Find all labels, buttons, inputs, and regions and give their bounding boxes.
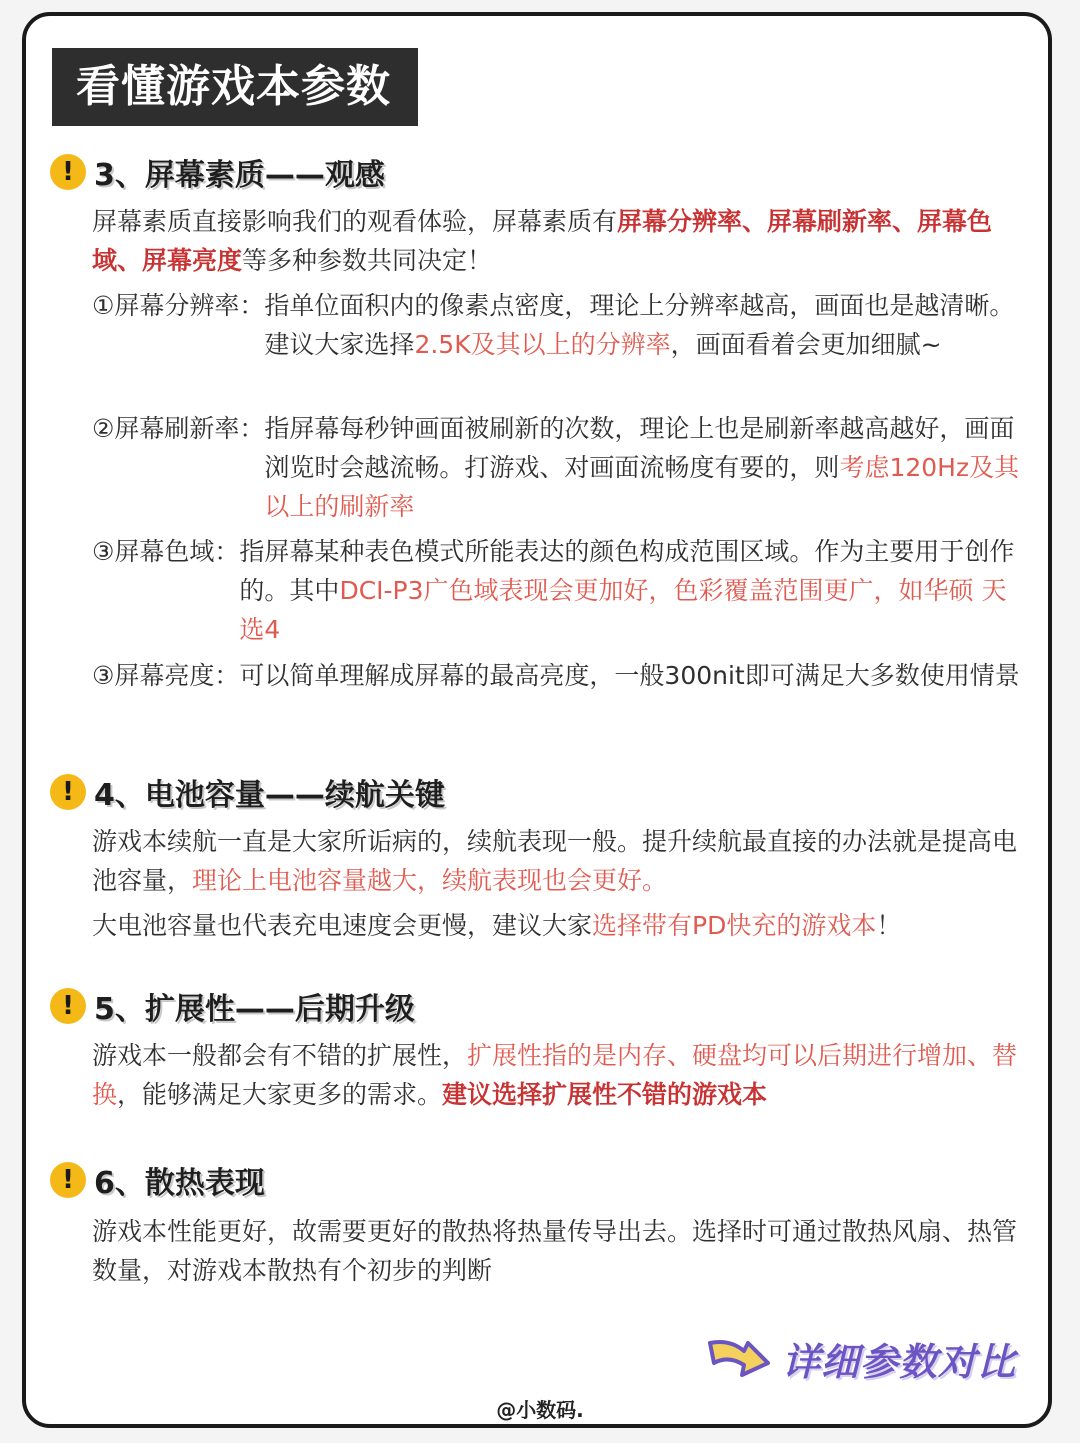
- warning-icon: !: [50, 774, 86, 810]
- highlight-text: 2.5K及其以上的分辨率: [414, 330, 671, 359]
- body-text: ，画面看着会更加细腻~: [670, 330, 942, 359]
- item-text: [239, 656, 1022, 695]
- detail-compare-label: 详细参数对比: [782, 1339, 1017, 1384]
- section-heading-battery: [50, 770, 445, 814]
- arrow-icon: [704, 1335, 774, 1381]
- highlight-bold-text: 屏幕分辨率、屏幕刷新率、屏幕色域、屏幕亮度: [92, 207, 993, 275]
- warning-icon: !: [50, 988, 86, 1024]
- body-text: 游戏本续航一直是大家所诟病的，续航表现一般。提升续航最直接的办法就是提高电池容量，: [92, 827, 1018, 895]
- highlight-text: 理论上电池容量越大，续航表现也会更好。: [192, 866, 668, 895]
- content-card: [22, 12, 1052, 1428]
- body-text: 指单位面积内的像素点密度，理论上分辨率越高，画面也是越清晰。建议大家选择: [264, 291, 1015, 359]
- item-label: ③屏幕亮度：: [92, 661, 240, 690]
- list-item-refresh-rate: [92, 409, 1022, 526]
- section-title: 3、屏幕素质——观感: [94, 158, 385, 193]
- section-title: 6、散热表现: [94, 1166, 265, 1201]
- body-text: 指屏幕每秒钟画面被刷新的次数，理论上也是刷新率越高越好，画面浏览时会越流畅。打游戏、对画面流畅度有要的，则: [264, 414, 1015, 482]
- body-text: ！: [876, 911, 902, 940]
- item-label: ②屏幕刷新率：: [92, 414, 265, 443]
- section-paragraph: [92, 906, 1022, 945]
- highlight-text: 考虑120Hz及其以上的刷新率: [264, 453, 1020, 521]
- section-paragraph: [92, 1036, 1022, 1114]
- section-heading-expandability: [50, 984, 415, 1028]
- section-heading-cooling: [50, 1158, 265, 1202]
- item-text: [264, 409, 1022, 526]
- body-text: 游戏本一般都会有不错的扩展性，: [92, 1041, 468, 1070]
- item-label: ①屏幕分辨率：: [92, 291, 265, 320]
- body-text: 屏幕素质直接影响我们的观看体验，屏幕素质有: [92, 207, 618, 236]
- section-paragraph: [92, 822, 1022, 900]
- body-text: 游戏本性能更好，故需要更好的散热将热量传导出去。选择时可通过散热风扇、热管数量，对游戏本散热有个初步的判断: [92, 1217, 1018, 1285]
- highlight-text: DCI-P3广色域表现会更加好，色彩覆盖范围更广，如华硕 天选4: [239, 576, 1007, 644]
- section-title: 4、电池容量——续航关键: [94, 778, 445, 813]
- body-text: 可以简单理解成屏幕的最高亮度，一般300nit即可满足大多数使用情景: [239, 661, 1020, 690]
- highlight-text: 扩展性指的是内存、硬盘均可以后期进行增加、替换: [92, 1041, 1018, 1109]
- highlight-bold-text: 建议选择扩展性不错的游戏本: [442, 1080, 768, 1109]
- page-title: 看懂游戏本参数: [52, 48, 418, 126]
- list-item-resolution: [92, 286, 1022, 364]
- section-heading-screen: [50, 150, 385, 194]
- detail-compare-badge: [704, 1330, 1016, 1386]
- author-watermark: @小数码.: [496, 1398, 584, 1422]
- highlight-text: 选择带有PD快充的游戏本: [592, 911, 877, 940]
- body-text: ，能够满足大家更多的需求。: [117, 1080, 443, 1109]
- body-text: 等多种参数共同决定！: [242, 246, 493, 275]
- warning-icon: !: [50, 1162, 86, 1198]
- item-text: [239, 532, 1022, 649]
- section-paragraph: [92, 1212, 1022, 1290]
- section-intro: [92, 202, 1022, 280]
- list-item-color-gamut: [92, 532, 1022, 649]
- item-label: ③屏幕色域：: [92, 537, 240, 566]
- section-title: 5、扩展性——后期升级: [94, 992, 415, 1027]
- warning-icon: !: [50, 154, 86, 190]
- body-text: 指屏幕某种表色模式所能表达的颜色构成范围区域。作为主要用于创作的。其中: [239, 537, 1015, 605]
- body-text: 大电池容量也代表充电速度会更慢，建议大家: [92, 911, 593, 940]
- list-item-brightness: [92, 656, 1022, 695]
- item-text: [264, 286, 1022, 364]
